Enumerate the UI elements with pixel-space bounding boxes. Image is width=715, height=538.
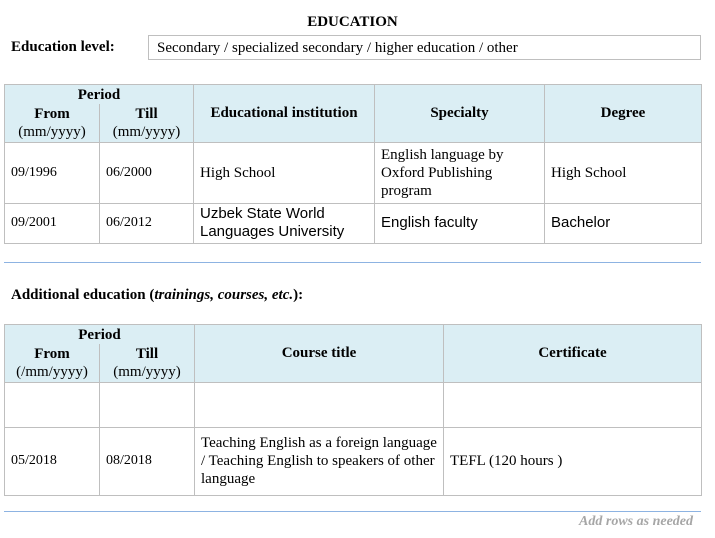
from-header [5, 104, 100, 142]
additional-education-table [4, 324, 702, 496]
certificate-cell[interactable] [444, 382, 702, 427]
section-title: EDUCATION [307, 14, 398, 30]
course-title-cell[interactable] [195, 382, 444, 427]
divider [4, 262, 701, 263]
institution-cell[interactable]: High School [194, 142, 375, 203]
add-rows-note: Add rows as needed [579, 514, 693, 529]
additional-label-italic: trainings, courses, etc. [154, 287, 294, 303]
period-header: Period [5, 325, 195, 345]
education-table [4, 84, 702, 244]
till-cell[interactable]: 06/2000 [100, 142, 194, 203]
additional-label-suffix: ): [293, 287, 304, 303]
education-level-field[interactable]: Secondary / specialized secondary / higher education / other [148, 35, 701, 60]
specialty-cell[interactable]: English language by Oxford Publishing program [375, 142, 545, 203]
certificate-cell[interactable]: TEFL (120 hours ) [444, 427, 702, 495]
till-header-unit: (mm/yyyy) [113, 363, 181, 380]
from-header [5, 344, 100, 382]
education-level-label: Education level: [11, 39, 115, 55]
from-cell[interactable]: 05/2018 [5, 427, 100, 495]
from-header-unit: (/mm/yyyy) [16, 363, 88, 380]
till-header [100, 104, 194, 142]
till-cell[interactable]: 08/2018 [100, 427, 195, 495]
till-cell[interactable]: 06/2012 [100, 203, 194, 243]
divider [4, 511, 701, 512]
additional-education-label [11, 287, 303, 304]
course-title-cell[interactable]: Teaching English as a foreign language / Teaching English to speakers of other language [195, 427, 444, 495]
table-row [5, 382, 702, 427]
till-header-label: Till [135, 345, 159, 362]
degree-cell[interactable]: Bachelor [545, 203, 702, 243]
certificate-header: Certificate [444, 325, 702, 383]
till-cell[interactable] [100, 382, 195, 427]
degree-cell[interactable]: High School [545, 142, 702, 203]
table-row [5, 203, 702, 243]
period-header: Period [5, 85, 194, 105]
from-header-label: From [34, 345, 70, 362]
table-row [5, 427, 702, 495]
from-cell[interactable]: 09/1996 [5, 142, 100, 203]
from-cell[interactable]: 09/2001 [5, 203, 100, 243]
specialty-cell[interactable]: English faculty [375, 203, 545, 243]
from-header-unit: (mm/yyyy) [18, 123, 86, 140]
table-row [5, 142, 702, 203]
specialty-header: Specialty [375, 85, 545, 143]
till-header-unit: (mm/yyyy) [112, 123, 181, 140]
course-title-header: Course title [195, 325, 444, 383]
institution-header: Educational institution [194, 85, 375, 143]
degree-header: Degree [545, 85, 702, 143]
additional-label-prefix: Additional education ( [11, 287, 155, 303]
till-header [100, 344, 195, 382]
from-header-label: From [34, 105, 70, 122]
till-header-label: Till [135, 105, 158, 122]
from-cell[interactable] [5, 382, 100, 427]
institution-cell[interactable]: Uzbek State World Languages University [194, 203, 375, 243]
